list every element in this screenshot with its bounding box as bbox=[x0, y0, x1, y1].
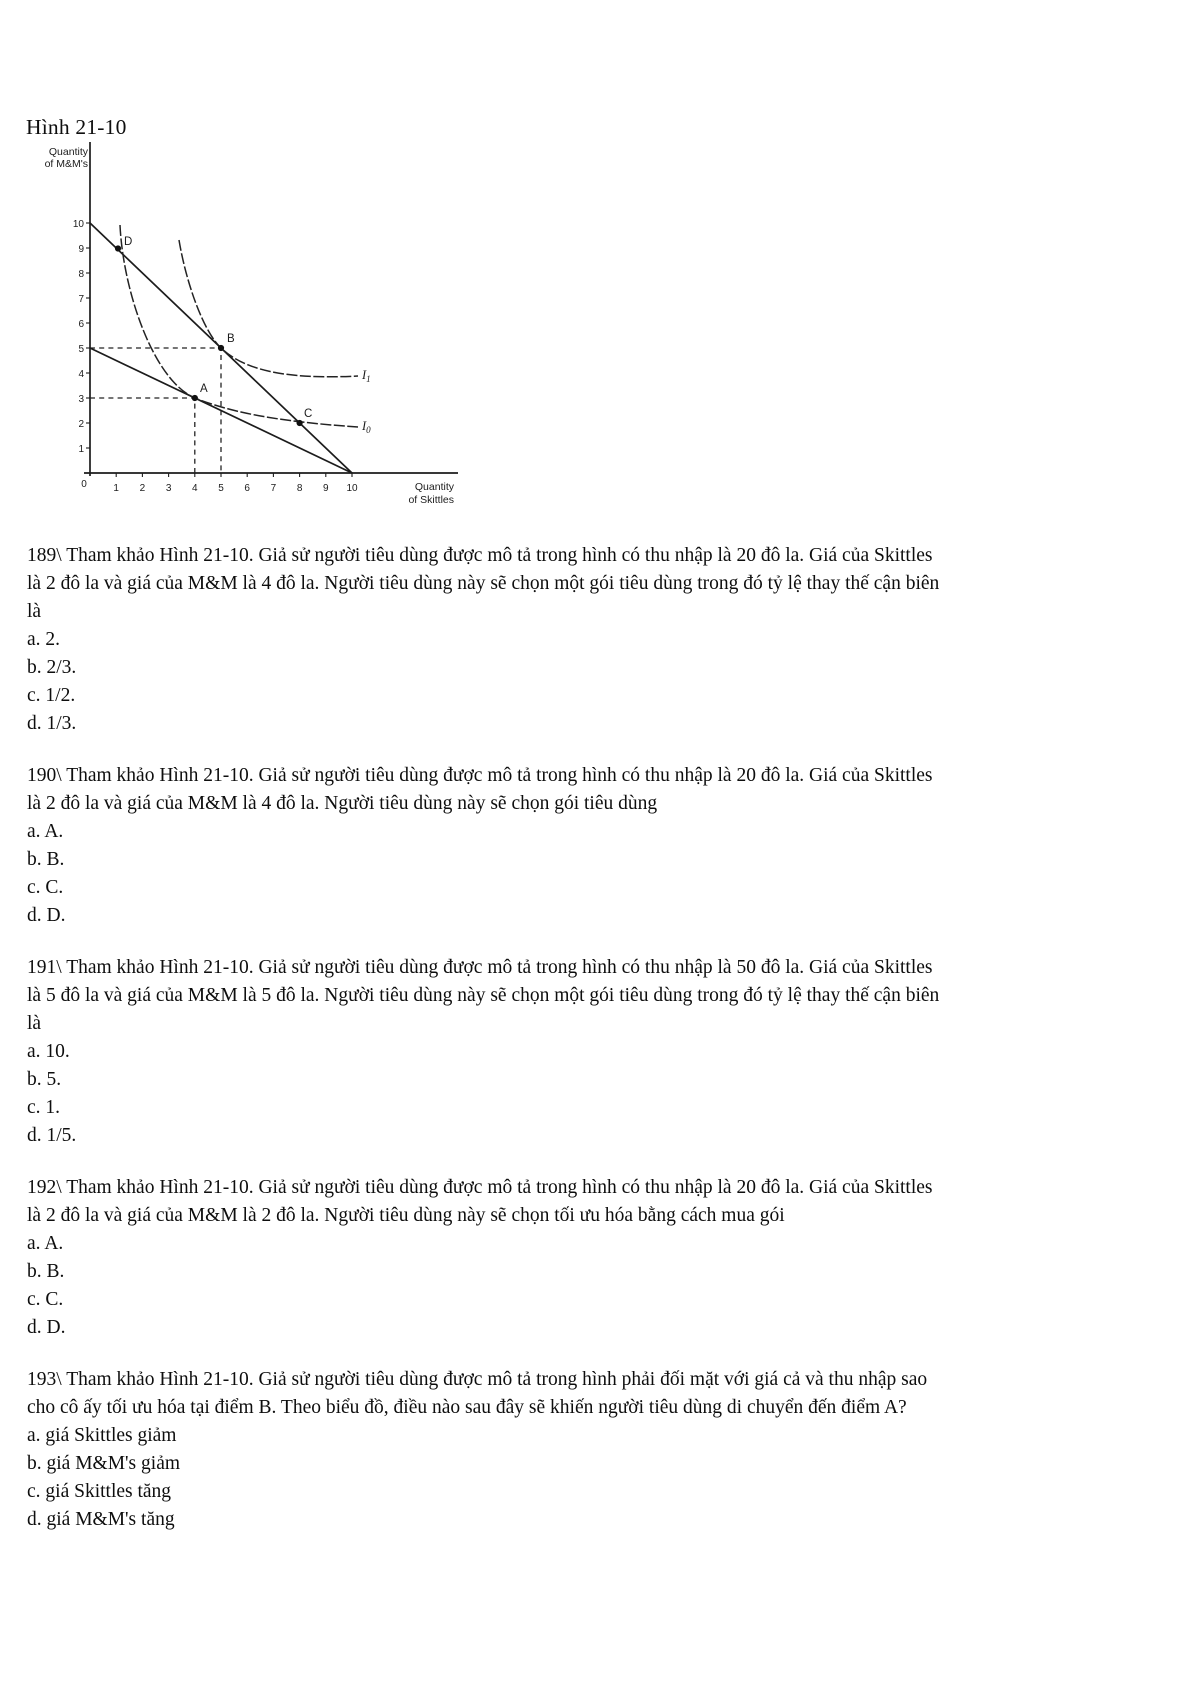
indifference-curve-chart bbox=[28, 130, 468, 515]
svg-text:5: 5 bbox=[78, 344, 84, 355]
svg-text:Quantity: Quantity bbox=[414, 481, 454, 493]
svg-text:5: 5 bbox=[218, 483, 224, 494]
x-axis-label bbox=[408, 481, 454, 506]
question-text-line: 191\ Tham khảo Hình 21-10. Giả sử người tiêu dùng được mô tả trong hình có thu nhập là 50 đô la. Giá của Skittles bbox=[27, 957, 933, 978]
question-list bbox=[27, 542, 1183, 1558]
svg-text:7: 7 bbox=[270, 483, 277, 494]
y-axis-tick-labels bbox=[73, 219, 85, 455]
answer-option: b. giá M&M's giảm bbox=[27, 1453, 181, 1474]
answer-option: a. 10. bbox=[27, 1041, 70, 1062]
svg-text:of M&M's: of M&M's bbox=[44, 158, 88, 170]
answer-option: d. D. bbox=[27, 1317, 66, 1338]
point-label-b: B bbox=[227, 333, 235, 345]
answer-option: c. giá Skittles tăng bbox=[27, 1481, 172, 1502]
question-block-189 bbox=[27, 542, 1183, 738]
answer-option: c. 1/2. bbox=[27, 685, 76, 706]
point-marker-d bbox=[115, 245, 121, 251]
svg-text:of Skittles: of Skittles bbox=[408, 494, 454, 506]
point-label-d: D bbox=[124, 236, 133, 248]
answer-option: a. 2. bbox=[27, 629, 61, 650]
svg-text:3: 3 bbox=[165, 483, 172, 494]
svg-text:2: 2 bbox=[139, 483, 146, 494]
svg-text:9: 9 bbox=[323, 483, 329, 494]
svg-text:6: 6 bbox=[244, 483, 250, 494]
curve-label-i0: $I_0$ bbox=[362, 419, 371, 435]
question-text-line: cho cô ấy tối ưu hóa tại điểm B. Theo biểu đồ, điều nào sau đây sẽ khiến người tiêu dùng di chuyển đến điểm A? bbox=[27, 1397, 907, 1418]
svg-text:Quantity: Quantity bbox=[48, 146, 88, 158]
question-text-line: là bbox=[27, 1013, 42, 1034]
svg-text:0: 0 bbox=[81, 479, 87, 490]
question-block-190 bbox=[27, 762, 1183, 930]
svg-text:7: 7 bbox=[78, 294, 84, 305]
point-marker-a bbox=[192, 395, 198, 401]
point-marker-c bbox=[297, 420, 303, 426]
answer-option: d. 1/3. bbox=[27, 713, 77, 734]
svg-text:1: 1 bbox=[78, 444, 84, 455]
answer-option: b. 5. bbox=[27, 1069, 62, 1090]
indifference-curve-i0 bbox=[120, 225, 358, 427]
svg-text:9: 9 bbox=[78, 244, 84, 255]
point-marker-b bbox=[218, 345, 224, 351]
answer-option: d. giá M&M's tăng bbox=[27, 1509, 175, 1530]
svg-text:1: 1 bbox=[113, 483, 119, 494]
question-block-191 bbox=[27, 954, 1183, 1150]
answer-option: a. A. bbox=[27, 1233, 64, 1254]
svg-text:8: 8 bbox=[78, 269, 84, 280]
answer-option: a. giá Skittles giảm bbox=[27, 1425, 177, 1446]
question-text-line: 189\ Tham khảo Hình 21-10. Giả sử người tiêu dùng được mô tả trong hình có thu nhập là 20 đô la. Giá của Skittles bbox=[27, 545, 933, 566]
svg-text:2: 2 bbox=[78, 419, 84, 430]
curve-label-i1: $I_1$ bbox=[362, 368, 371, 384]
guide-lines-point-a bbox=[90, 398, 195, 473]
question-text-line: là 2 đô la và giá của M&M là 2 đô la. Người tiêu dùng này sẽ chọn tối ưu hóa bằng cách mua gói bbox=[27, 1205, 785, 1226]
point-label-c: C bbox=[304, 408, 313, 420]
question-text-line: 193\ Tham khảo Hình 21-10. Giả sử người tiêu dùng được mô tả trong hình phải đối mặt với giá cả và thu nhập sao bbox=[27, 1369, 928, 1390]
question-text-line: 190\ Tham khảo Hình 21-10. Giả sử người tiêu dùng được mô tả trong hình có thu nhập là 20 đô la. Giá của Skittles bbox=[27, 765, 933, 786]
question-text-line: là 5 đô la và giá của M&M là 5 đô la. Người tiêu dùng này sẽ chọn một gói tiêu dùng trong đó tỷ lệ thay thế cận biên bbox=[27, 985, 940, 1006]
answer-option: d. 1/5. bbox=[27, 1125, 77, 1146]
guide-lines-point-b bbox=[90, 348, 221, 473]
svg-text:4: 4 bbox=[78, 369, 84, 380]
answer-option: c. C. bbox=[27, 1289, 64, 1310]
question-text-line: 192\ Tham khảo Hình 21-10. Giả sử người tiêu dùng được mô tả trong hình có thu nhập là 20 đô la. Giá của Skittles bbox=[27, 1177, 933, 1198]
indifference-curve-i1 bbox=[179, 240, 358, 377]
svg-text:10: 10 bbox=[346, 483, 358, 494]
question-block-192 bbox=[27, 1174, 1183, 1342]
y-axis-label bbox=[45, 146, 89, 170]
svg-text:6: 6 bbox=[78, 319, 84, 330]
question-block-193 bbox=[27, 1366, 1183, 1534]
svg-text:4: 4 bbox=[192, 483, 198, 494]
x-axis-tick-labels bbox=[81, 479, 358, 494]
answer-option: d. D. bbox=[27, 905, 66, 926]
svg-text:3: 3 bbox=[78, 394, 84, 405]
figure-title: Hình 21-10 bbox=[26, 115, 127, 139]
question-text-line: là 2 đô la và giá của M&M là 4 đô la. Người tiêu dùng này sẽ chọn một gói tiêu dùng trong đó tỷ lệ thay thế cận biên bbox=[27, 573, 940, 594]
answer-option: c. 1. bbox=[27, 1097, 61, 1118]
answer-option: b. B. bbox=[27, 849, 65, 870]
answer-option: c. C. bbox=[27, 877, 64, 898]
answer-option: b. 2/3. bbox=[27, 657, 77, 678]
answer-option: b. B. bbox=[27, 1261, 65, 1282]
svg-text:8: 8 bbox=[296, 483, 303, 494]
question-text-line: là 2 đô la và giá của M&M là 4 đô la. Người tiêu dùng này sẽ chọn gói tiêu dùng bbox=[27, 793, 658, 814]
question-text-line: là bbox=[27, 601, 42, 622]
answer-option: a. A. bbox=[27, 821, 64, 842]
svg-text:10: 10 bbox=[72, 219, 84, 230]
point-label-a: A bbox=[200, 383, 208, 395]
